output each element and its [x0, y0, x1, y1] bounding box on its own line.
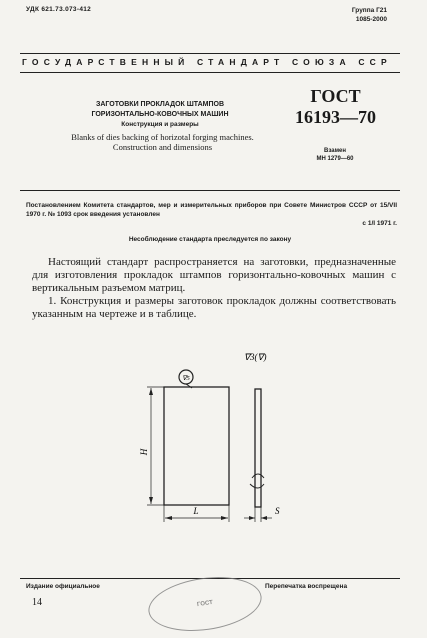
dim-l-label: L — [193, 506, 199, 516]
blank-front-view — [164, 387, 229, 505]
reprint-prohibited-label: Перепечатка воспрещена — [265, 583, 348, 590]
resolution-body: Постановлением Комитета стандартов, мер и измерительных приборов при Совете Министров СССР от 15/VII 1970 г. № 1093 срок введения установлен — [26, 202, 397, 218]
replaces-value: МН 1279—60 — [316, 156, 354, 162]
replaces-label: Взамен — [324, 148, 346, 154]
official-edition-label: Издание официальное — [26, 583, 100, 590]
title-line-1: ЗАГОТОВКИ ПРОКЛАДОК ШТАМПОВ — [95, 101, 225, 108]
roughness-note: ∇3(∇) — [244, 352, 267, 362]
arrow-s-right — [261, 516, 267, 520]
break-line-symbol — [250, 474, 264, 488]
body-paragraph-2: 1. Конструкция и размеры заготовок прокладок должны соответствовать указанным на чертеже и в таблице. — [32, 295, 396, 320]
title-subtitle: Конструкция и размеры — [121, 121, 199, 128]
dim-s-label: S — [275, 506, 280, 516]
english-title-line-1: Blanks of dies backing of horizotal forging machines. — [71, 132, 254, 142]
english-title-line-2: Construction and dimensions — [112, 142, 213, 152]
arrow-h-bottom — [149, 497, 153, 504]
arrow-l-right — [221, 516, 228, 520]
arrow-h-top — [149, 388, 153, 395]
roughness-mark-value: ∇5 — [182, 375, 190, 382]
dim-h-label: H — [139, 448, 149, 456]
arrow-l-left — [165, 516, 172, 520]
arrow-s-left — [249, 516, 255, 520]
title-line-2: ГОРИЗОНТАЛЬНО-КОВОЧНЫХ МАШИН — [91, 111, 229, 118]
group-label: Группа Г21 — [351, 7, 387, 14]
resolution-date: с 1/I 1971 г. — [362, 220, 397, 227]
udk-code: УДК 621.73.073-412 — [26, 6, 92, 13]
body-paragraph-1: Настоящий стандарт распространяется на заготовки, предназначенные для изготовления прокладок штампов горизонтально-ковочных машин с вертикальным разъемом матриц. — [32, 256, 396, 294]
gost-code: 16193—70 — [295, 107, 376, 127]
gost-label: ГОСТ — [310, 86, 361, 106]
library-stamp: ГОСТ — [145, 570, 265, 637]
violation-notice: Несоблюдение стандарта преследуется по закону — [128, 236, 292, 243]
blank-side-view — [255, 389, 261, 507]
reissue-label: 1085-2000 — [355, 16, 387, 23]
page-number: 14 — [32, 597, 42, 608]
state-standard-banner: ГОСУДАРСТВЕННЫЙ СТАНДАРТ СОЮЗА ССР — [22, 57, 392, 67]
